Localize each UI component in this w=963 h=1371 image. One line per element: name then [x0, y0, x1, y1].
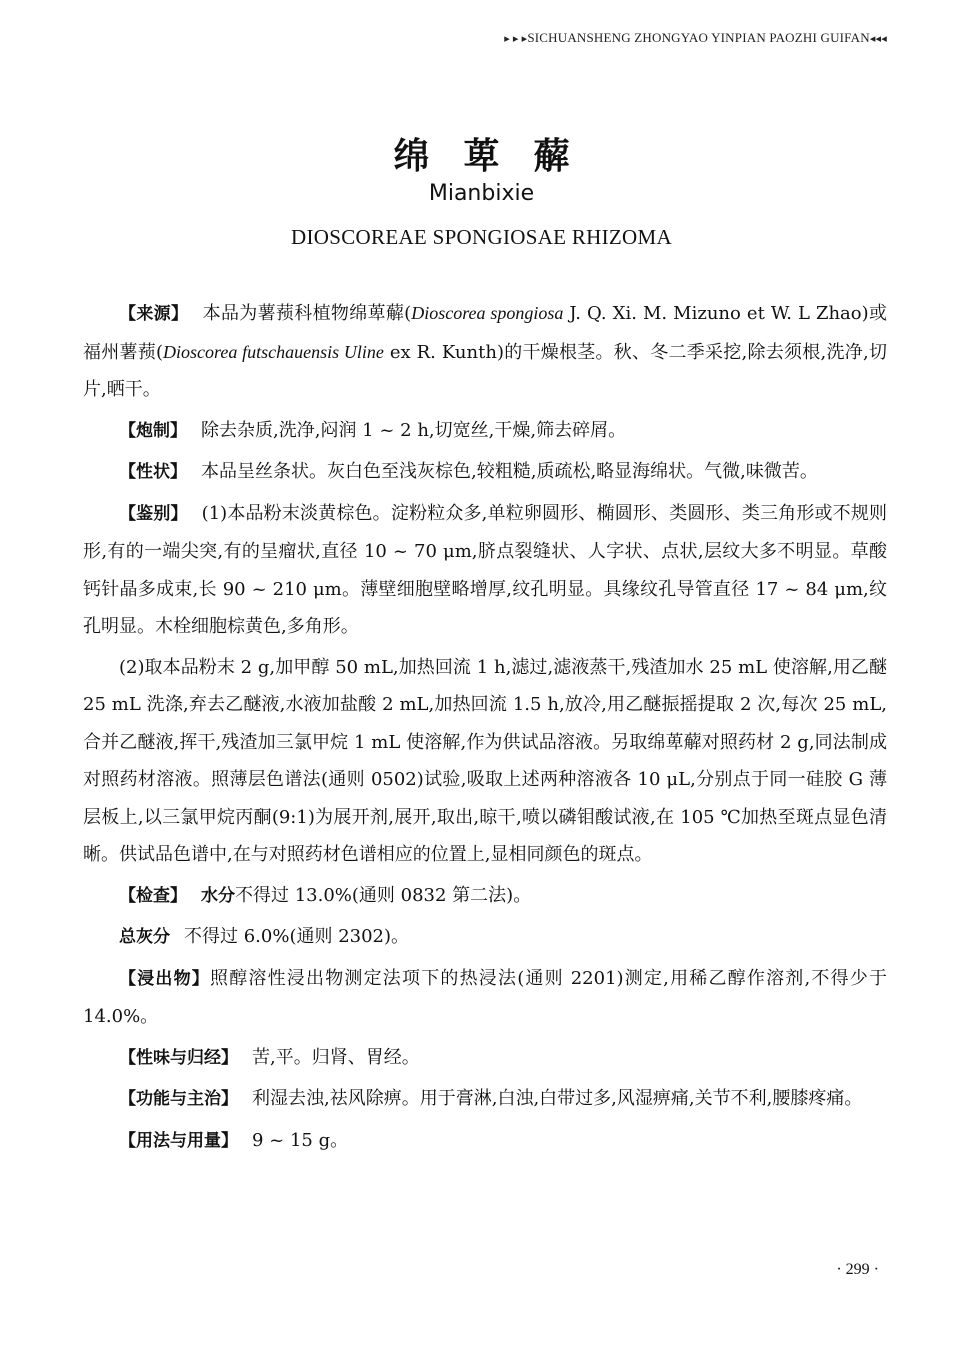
section-text: ex R. Kunth)的干燥根茎。秋、冬二季采挖,除去须根,洗净,切片,晒干。 [83, 341, 887, 400]
ash-label: 总灰分 [119, 927, 170, 947]
header-arrows-right: ◂◂◂ [869, 33, 887, 45]
section-text: (1)本品粉末淡黄棕色。淀粉粒众多,单粒卵圆形、椭圆形、类圆形、类三角形或不规则形,有的一端尖突,有的呈瘤状,直径 10 ~ 70 μm,脐点裂缝状、人字状、点状,层纹大多不明显。草酸钙针晶多成束,长 90 ~ 210 μm。薄壁细胞壁略增厚,纹孔明显。具缘纹孔导管直径 17 ~ 84 μm,纹孔明显。木栓细胞棕黄色,多角形。 [83, 502, 888, 637]
page-number: · 299 · [836, 1261, 879, 1278]
section-text: 苦,平。归肾、胃经。 [252, 1046, 420, 1068]
section-text: 本品为薯蓣科植物绵萆薢( [202, 303, 412, 324]
section-text: 照醇溶性浸出物测定法项下的热浸法(通则 2201)测定,用稀乙醇作溶剂,不得少于 14.0%。 [83, 967, 888, 1027]
section-inspection [83, 877, 887, 916]
section-characteristics [83, 453, 887, 492]
section-label: 【鉴别】 [119, 503, 188, 524]
water-label: 水分 [201, 885, 235, 906]
section-text: (2)取本品粉末 2 g,加甲醇 50 mL,加热回流 1 h,滤过,滤液蒸干,残渣加水 25 mL 使溶解,用乙醚 25 mL 洗涤,弃去乙醚液,水液加盐酸 2 mL,加热回流 1.5 h,放冷,用乙醚振摇提取 2 次,每次 25 mL,合并乙醚液,挥干,残渣加三氯甲烷 1 mL 使溶解,作为供试品溶液。另取绵萆薢对照药材 2 g,同法制成对照药材溶液。照薄层色谱法(通则 0502)试验,吸取上述两种溶液各 10 μL,分别点于同一硅胶 G 薄层板上,以三氯甲烷丙酮(9:1)为展开剂,展开,取出,晾干,喷以磷钼酸试液,在 105 ℃加热至斑点显色清晰。供试品色谱中,在与对照药材色谱相应的位置上,显相同颜色的斑点。 [83, 656, 887, 865]
monograph-body [83, 295, 887, 1163]
section-label: 【来源】 [119, 304, 189, 324]
page-title: 绵萆薢 [393, 135, 604, 177]
header-arrows-left: ▸ ▸ ▸ [504, 33, 528, 45]
section-processing [83, 412, 887, 451]
section-text: 9 ~ 15 g。 [252, 1129, 349, 1151]
running-header [504, 30, 887, 46]
section-label: 【用法与用量】 [119, 1130, 238, 1151]
section-label: 【炮制】 [119, 420, 187, 441]
pinyin-name: Mianbixie [428, 181, 535, 206]
section-label: 【性味与归经】 [119, 1047, 238, 1068]
section-text: 本品呈丝条状。灰白色至浅灰棕色,较粗糙,质疏松,略显海绵状。气微,味微苦。 [201, 461, 818, 482]
section-extract [83, 960, 887, 1036]
header-text: SICHUANSHENG ZHONGYAO YINPIAN PAOZHI GUIFAN [527, 30, 870, 45]
section-label: 【功能与主治】 [119, 1089, 238, 1109]
section-label: 【检查】 [119, 885, 187, 906]
section-text: 除去杂质,洗净,闷润 1 ~ 2 h,切宽丝,干燥,筛去碎屑。 [201, 419, 627, 441]
species-name: Dioscorea futschauensis Uline [163, 341, 384, 362]
section-total-ash [83, 918, 887, 957]
section-text: 不得过 6.0%(通则 2302)。 [184, 926, 410, 947]
species-name: Dioscorea spongiosa [411, 303, 564, 323]
section-text: 不得过 13.0%(通则 0832 第二法)。 [235, 884, 532, 906]
section-source [83, 295, 887, 409]
section-label: 【性状】 [119, 462, 187, 482]
section-identification [83, 495, 887, 646]
section-label: 【浸出物】 [119, 968, 210, 989]
section-text: 利湿去浊,祛风除痹。用于膏淋,白浊,白带过多,风湿痹痛,关节不利,腰膝疼痛。 [252, 1088, 863, 1109]
section-identification-2 [83, 649, 887, 874]
section-function [83, 1080, 887, 1119]
latin-name: DIOSCOREAE SPONGIOSAE RHIZOMA [291, 225, 672, 249]
section-dosage [83, 1122, 887, 1161]
section-text: J. Q. Xi. M. Mizuno et W. L Zhao)或福州薯蓣( [83, 303, 887, 363]
section-nature [83, 1039, 887, 1078]
